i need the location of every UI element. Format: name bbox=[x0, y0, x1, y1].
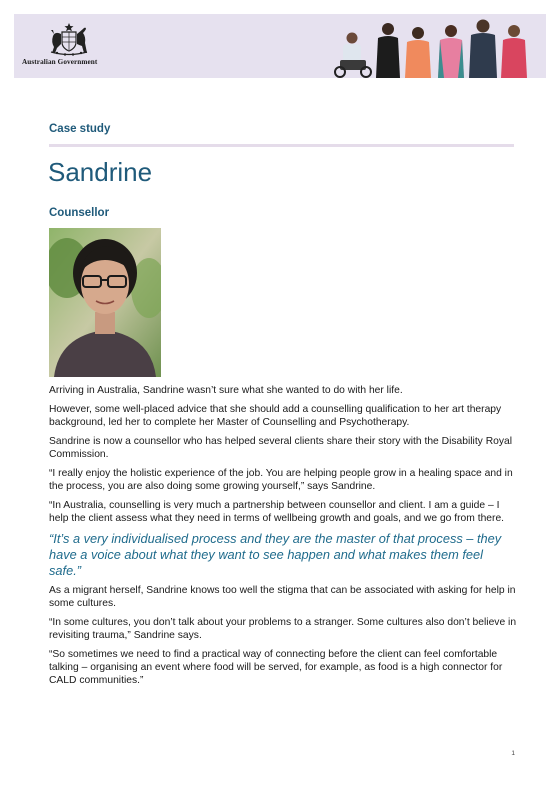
divider bbox=[49, 144, 514, 147]
portrait-photo bbox=[49, 228, 161, 377]
paragraph: Arriving in Australia, Sandrine wasn’t sure what she wanted to do with her life. bbox=[49, 385, 403, 396]
page-number: 1 bbox=[511, 750, 515, 757]
coat-of-arms-icon bbox=[45, 22, 93, 56]
paragraph: Sandrine is now a counsellor who has helped several clients share their story with the Disability Royal Commission. bbox=[49, 435, 513, 460]
paragraph: “I really enjoy the holistic experience of the job. You are helping people grow in a healing space and in the process, you are also doing some growing yourself,” says Sandrine. bbox=[49, 467, 513, 492]
article-body bbox=[49, 384, 517, 693]
group-of-people-photo bbox=[326, 16, 534, 78]
page-title: Sandrine bbox=[48, 157, 153, 187]
government-name: Australian Government bbox=[22, 58, 98, 66]
pull-quote: “It’s a very individualised process and they are the master of that process – they have a voice about what they want to see happen and what makes them feel safe.” bbox=[49, 530, 502, 578]
paragraph: “So sometimes we need to find a practical way of connecting before the client can feel comfortable talking – organising an event where food will be served, for example, as food is a high connector for CALD communities.” bbox=[49, 648, 503, 687]
role-subtitle: Counsellor bbox=[49, 207, 110, 219]
section-label: Case study bbox=[49, 123, 111, 135]
paragraph: “In Australia, counselling is very much a partnership between counsellor and client. I am a guide – I help the client assess what they need in terms of wellbeing growth and goals, and we go from there. bbox=[49, 499, 505, 524]
paragraph: As a migrant herself, Sandrine knows too well the stigma that can be associated with asking for help in some cultures. bbox=[49, 584, 516, 609]
paragraph: However, some well-placed advice that she should add a counselling qualification to her art therapy background, led her to complete her Master of Counselling and Psychotherapy. bbox=[49, 403, 502, 428]
paragraph: “In some cultures, you don’t talk about your problems to a stranger. Some cultures also don’t believe in revisiting trauma,” Sandrine says. bbox=[49, 616, 517, 641]
